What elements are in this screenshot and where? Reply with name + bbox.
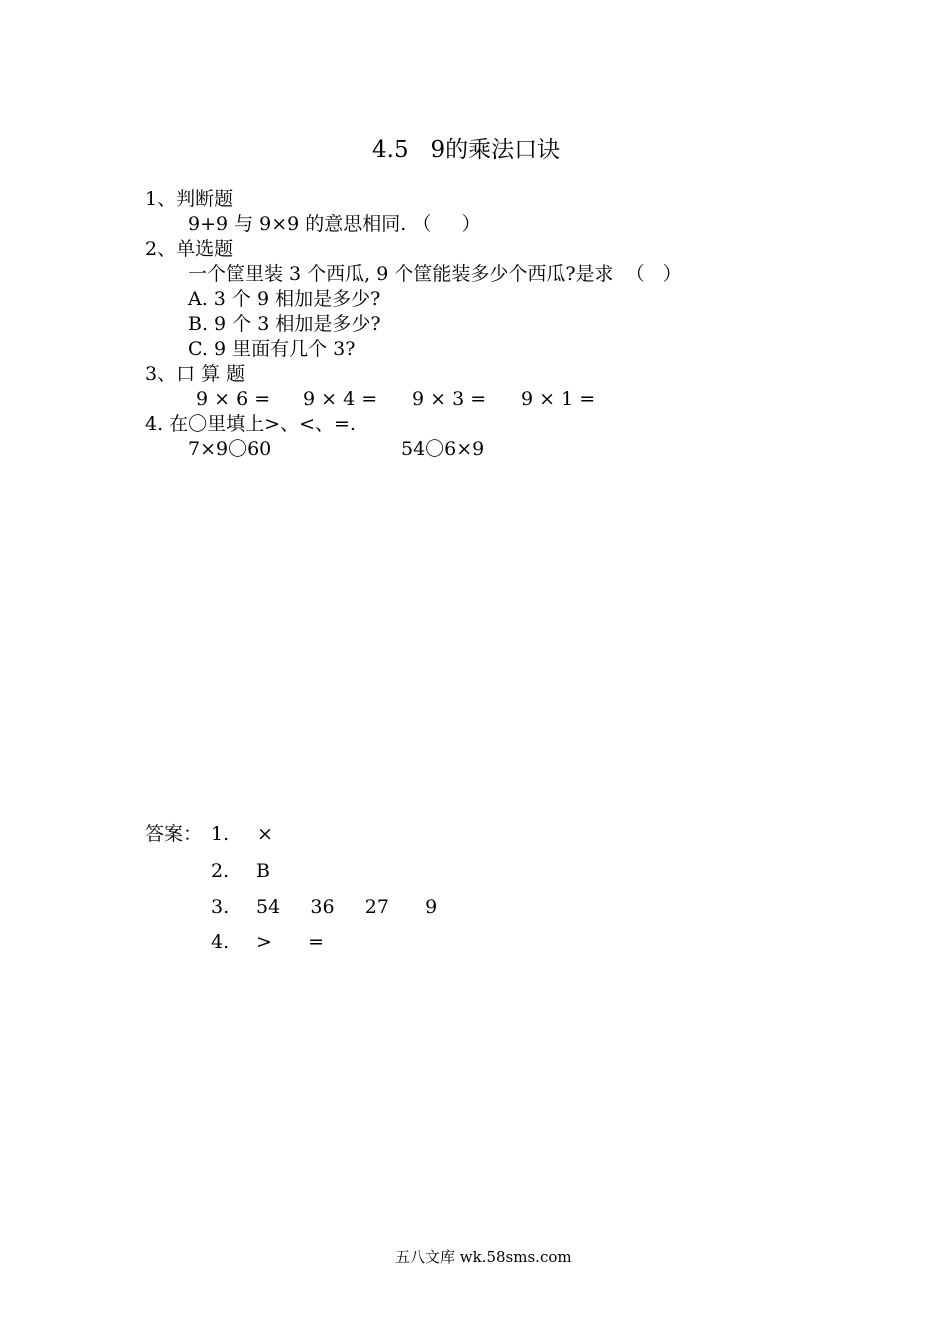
q1-heading: 1、判断题: [145, 188, 234, 210]
q3-item: 9 × 4 =: [303, 388, 378, 410]
answer-value: > =: [256, 931, 325, 953]
answer-number: 1.: [211, 823, 230, 845]
q2-option-c: C. 9 里面有几个 3?: [188, 338, 356, 360]
q4-item: 7×9〇60: [188, 438, 272, 460]
q3-item: 9 × 1 =: [521, 388, 596, 410]
answers-label: 答案：: [145, 823, 203, 845]
q3-item: 9 × 6 =: [196, 388, 271, 410]
q2-option-b: B. 9 个 3 相加是多少?: [188, 313, 381, 335]
answer-value: ×: [257, 823, 273, 845]
answer-number: 2.: [211, 860, 230, 882]
answer-value: B: [256, 860, 270, 882]
q4-heading: 4. 在〇里填上>、<、=.: [145, 413, 356, 435]
q1-statement: 9+9 与 9×9 的意思相同. （ ）: [188, 213, 481, 235]
answer-value: 54 36 27 9: [256, 896, 438, 918]
q2-question: 一个筐里装 3 个西瓜, 9 个筐能装多少个西瓜?是求 （ ）: [188, 263, 682, 285]
q2-heading: 2、单选题: [145, 238, 234, 260]
q3-heading: 3、口 算 题: [145, 363, 246, 385]
page-title: 4.5 9的乘法口诀: [372, 137, 561, 163]
q2-option-a: A. 3 个 9 相加是多少?: [188, 288, 381, 310]
answer-number: 4.: [211, 931, 230, 953]
q3-item: 9 × 3 =: [412, 388, 487, 410]
q4-item: 54〇6×9: [401, 438, 485, 460]
answer-number: 3.: [211, 896, 230, 918]
footer-watermark: 五八文库 wk.58sms.com: [395, 1248, 572, 1266]
